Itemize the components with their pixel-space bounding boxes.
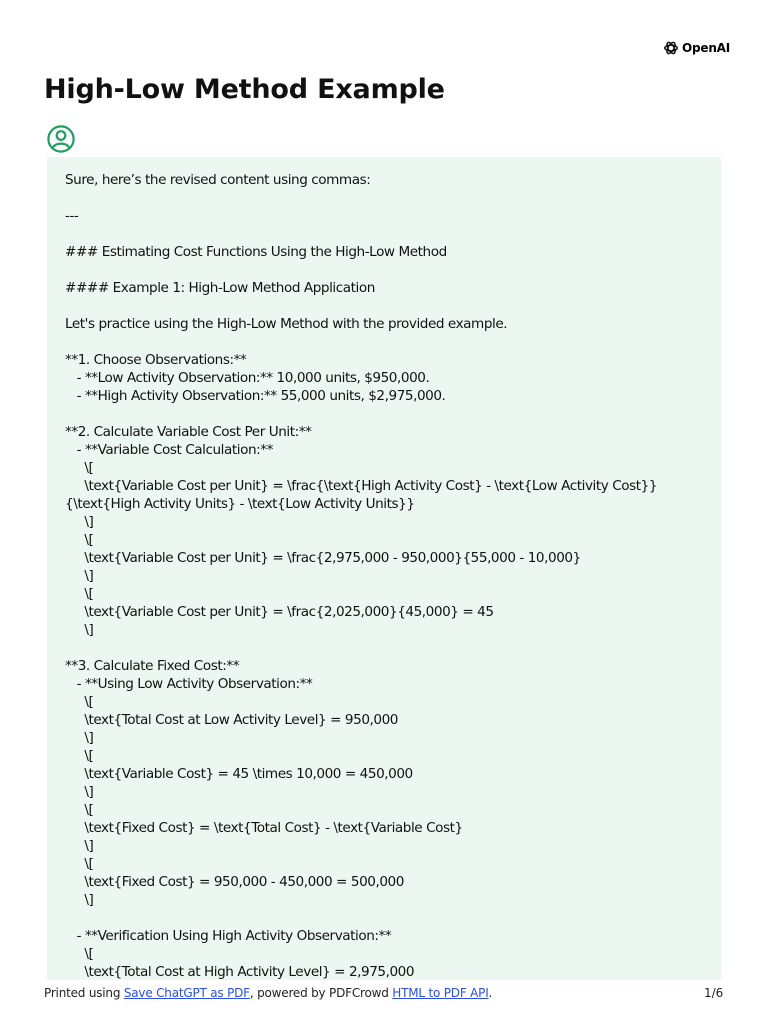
message-line: Sure, here’s the revised content using commas: [65, 172, 371, 188]
message-line [65, 189, 657, 207]
footer [44, 986, 492, 1000]
message-line: ### Estimating Cost Functions Using the High-Low Method [65, 244, 447, 260]
message-line: \[ [65, 586, 94, 602]
message-line: Let's practice using the High-Low Method with the provided example. [65, 316, 508, 332]
message-line [65, 297, 657, 315]
footer-suffix: . [488, 986, 493, 1000]
message-line: **2. Calculate Variable Cost Per Unit:** [65, 424, 312, 440]
message-line: \] [65, 892, 94, 908]
message-line: \text{Fixed Cost} = \text{Total Cost} - \text{Variable Cost} [65, 820, 463, 836]
message-line: \text{Variable Cost per Unit} = \frac{2,025,000}{45,000} = 45 [65, 604, 494, 620]
message-line [65, 405, 657, 423]
message-line: **1. Choose Observations:** [65, 352, 247, 368]
message-line: \[ [65, 946, 94, 962]
assistant-message [47, 157, 721, 980]
openai-logo-icon [663, 40, 679, 56]
message-line: \] [65, 784, 94, 800]
message-line: - **Variable Cost Calculation:** [65, 442, 273, 458]
message-line: #### Example 1: High-Low Method Application [65, 280, 375, 296]
message-line: \] [65, 730, 94, 746]
message-line: - **Using Low Activity Observation:** [65, 676, 313, 692]
message-line [65, 333, 657, 351]
message-line [65, 225, 657, 243]
footer-prefix: Printed using [44, 986, 124, 1000]
page-number: 1/6 [704, 986, 724, 1000]
message-line: \text{Variable Cost} = 45 \times 10,000 = 450,000 [65, 766, 413, 782]
message-text [65, 171, 657, 980]
message-line: \[ [65, 856, 94, 872]
message-line: \text{Variable Cost per Unit} = \frac{\text{High Activity Cost} - \text{Low Activity Cost}} [65, 478, 658, 494]
message-line: \[ [65, 694, 94, 710]
html-to-pdf-api-link[interactable]: HTML to PDF API [392, 986, 489, 1000]
message-line: \] [65, 568, 94, 584]
message-line: \[ [65, 460, 94, 476]
message-line: \] [65, 622, 94, 638]
message-line: \[ [65, 748, 94, 764]
message-line: \[ [65, 532, 94, 548]
message-line: --- [65, 208, 79, 224]
message-line: \] [65, 514, 94, 530]
page-title: High-Low Method Example [44, 74, 445, 105]
message-line: \text{Total Cost at Low Activity Level} = 950,000 [65, 712, 398, 728]
user-avatar-icon [46, 124, 76, 158]
message-line: \text{Total Cost at High Activity Level} = 2,975,000 [65, 964, 415, 980]
message-line [65, 639, 657, 657]
openai-brand [663, 40, 730, 56]
message-line [65, 909, 657, 927]
message-line: \text{Variable Cost per Unit} = \frac{2,975,000 - 950,000}{55,000 - 10,000} [65, 550, 581, 566]
message-line: - **High Activity Observation:** 55,000 units, $2,975,000. [65, 388, 446, 404]
save-chatgpt-as-pdf-link[interactable]: Save ChatGPT as PDF [123, 986, 250, 1000]
message-line: \] [65, 838, 94, 854]
brand-name: OpenAI [682, 41, 731, 55]
message-line: \text{Fixed Cost} = 950,000 - 450,000 = 500,000 [65, 874, 404, 890]
message-line: - **Low Activity Observation:** 10,000 units, $950,000. [65, 370, 430, 386]
footer-middle: , powered by PDFCrowd [249, 986, 393, 1000]
message-line: - **Verification Using High Activity Observation:** [65, 928, 392, 944]
message-line: **3. Calculate Fixed Cost:** [65, 658, 240, 674]
message-line: \[ [65, 802, 94, 818]
message-line: {\text{High Activity Units} - \text{Low Activity Units}} [65, 496, 415, 512]
message-line [65, 261, 657, 279]
